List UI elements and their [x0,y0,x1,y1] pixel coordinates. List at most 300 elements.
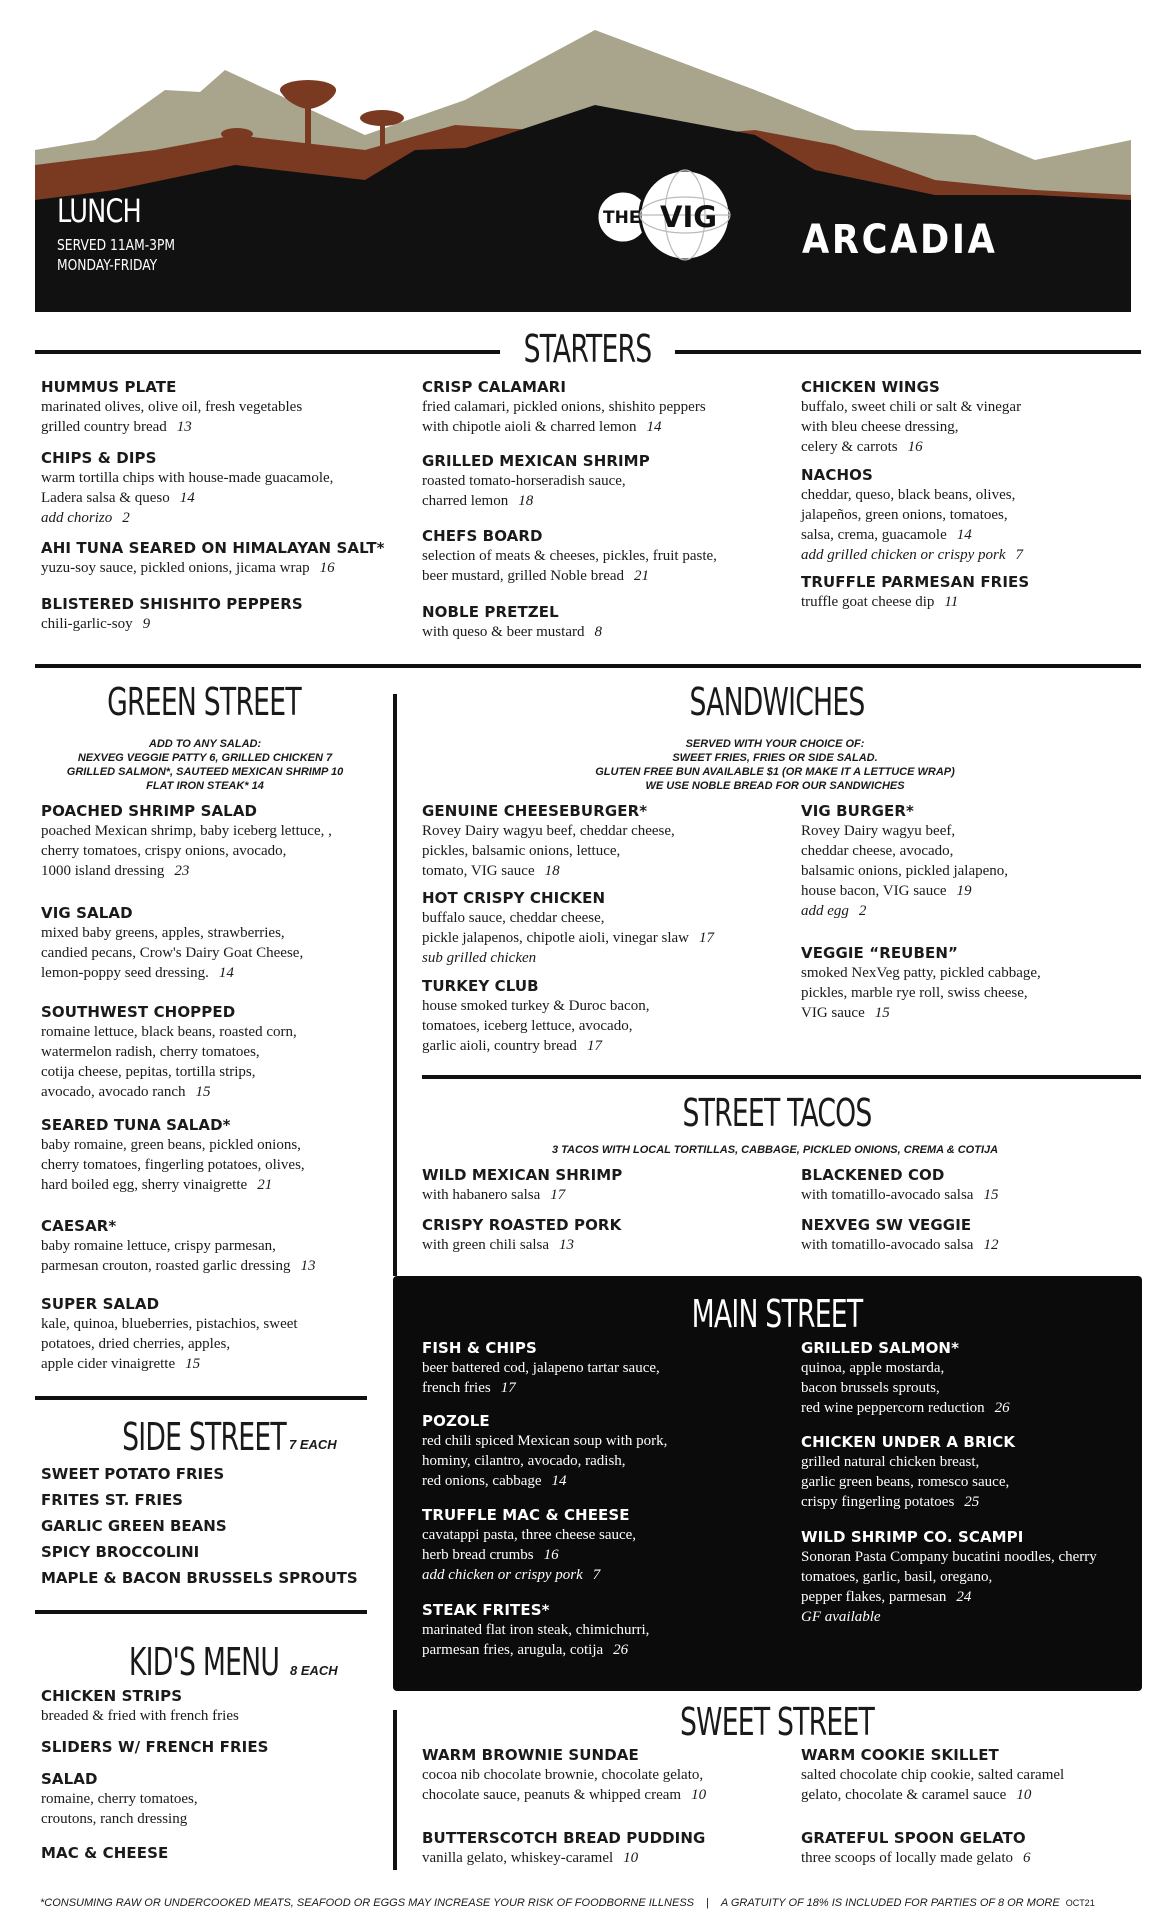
item-description [41,1236,316,1256]
item-addon-text: add chicken or crispy pork [422,1567,583,1583]
item-description-text: candied pecans, Crow's Dairy Goat Cheese, [41,945,304,961]
item-description [422,1545,636,1565]
street-tacos-title: STREET TACOS [682,1091,872,1135]
item-description [422,841,675,861]
item-description-text: Sonoran Pasta Company bucatini noodles, cherry [801,1549,1097,1565]
item-description-text: with habanero salsa [422,1187,541,1203]
menu-item-pozole [422,1412,667,1491]
item-description-text: buffalo, sweet chili or salt & vinegar [801,399,1022,415]
menu-item-fish-chips [422,1339,660,1398]
item-description-text: poached Mexican shrimp, baby iceberg lettuce, , [41,823,332,839]
item-description [41,1334,298,1354]
side-item: FRITES ST. FRIES [41,1491,183,1509]
raw-food-warning: *CONSUMING RAW OR UNDERCOOKED MEATS, SEAFOOD OR EGGS MAY INCREASE YOUR RISK OF FOODBORNE ILLNESS [40,1897,694,1909]
item-description [801,1472,1015,1492]
menu-item-wild-mexican-shrimp [422,1166,622,1205]
item-description [801,1785,1064,1805]
menu-item-vig-burger [801,802,1008,921]
menu-item-grilled-salmon [801,1339,1010,1418]
item-description [422,1431,667,1451]
menu-item-chicken-strips [41,1687,239,1726]
item-addon [801,1607,1097,1627]
item-description [801,1235,998,1255]
item-name: CRISP CALAMARI [422,378,567,396]
item-description [41,417,302,437]
item-description-text: marinated olives, olive oil, fresh vegetables [41,399,303,415]
item-description-text: romaine lettuce, black beans, roasted corn, [41,1024,297,1040]
item-description [41,1042,297,1062]
menu-item-salad [41,1770,198,1829]
item-description [422,1848,705,1868]
note-line: SWEET FRIES, FRIES OR SIDE SALAD. [672,752,878,764]
item-description-text: bacon brussels sprouts, [801,1380,940,1396]
item-description-text: tomatoes, garlic, basil, oregano, [801,1569,993,1585]
item-description [422,1378,660,1398]
item-description-text: kale, quinoa, blueberries, pistachios, sweet [41,1316,298,1332]
menu-item-chips-dips [41,449,333,528]
street-tacos-note: 3 TACOS WITH LOCAL TORTILLAS, CABBAGE, PICKLED ONIONS, CREMA & COTIJA [551,1144,999,1156]
item-description [41,614,303,634]
item-name: GENUINE CHEESEBURGER* [422,802,648,820]
item-price: 21 [257,1177,273,1193]
item-description-text: with chipotle aioli & charred lemon [422,419,637,435]
menu-item-chefs-board [422,527,717,586]
menu-item-vig-salad [41,904,303,983]
menu-item-chicken-wings [801,378,1021,457]
item-description [422,1785,706,1805]
item-description-text: with green chili salsa [422,1237,550,1253]
starters-rule-right [675,350,1141,354]
item-description [422,1185,622,1205]
header-landscape-art [35,30,1131,312]
note-line: WE USE NOBLE BREAD FOR OUR SANDWICHES [645,780,905,792]
item-description-text: romaine, cherry tomatoes, [41,1791,198,1807]
item-description [801,881,1008,901]
item-description-text: red chili spiced Mexican soup with pork, [422,1433,668,1449]
item-name: AHI TUNA SEARED ON HIMALAYAN SALT* [41,539,385,557]
side-street-top-rule [35,1396,367,1400]
item-description [801,437,1021,457]
item-description [41,1082,297,1102]
item-description-text: Rovey Dairy wagyu beef, [801,823,956,839]
item-description [422,1358,660,1378]
item-description-text: avocado, avocado ranch [41,1084,186,1100]
item-description [801,983,1041,1003]
item-name: SUPER SALAD [41,1295,160,1313]
item-description [41,1706,239,1726]
menu-item-steak-frites [422,1601,649,1660]
item-name: HOT CRISPY CHICKEN [422,889,606,907]
item-price: 24 [956,1589,972,1605]
item-description-text: Ladera salsa & queso [41,490,170,506]
starters-bottom-rule [35,664,1141,668]
item-description-text: vanilla gelato, whiskey-caramel [422,1850,614,1866]
item-description [801,963,1041,983]
item-description [422,821,675,841]
item-description-text: beer battered cod, jalapeno tartar sauce, [422,1360,660,1376]
item-description-text: house bacon, VIG sauce [801,883,947,899]
item-name: GRILLED MEXICAN SHRIMP [422,452,650,470]
item-description-text: charred lemon [422,493,509,509]
item-description-text: pepper flakes, parmesan [801,1589,947,1605]
item-price: 25 [964,1494,980,1510]
item-description [41,943,303,963]
note-line: ADD TO ANY SALAD: [148,738,262,750]
item-description [422,566,717,586]
item-description [41,821,332,841]
item-description [41,1155,305,1175]
item-description-text: with bleu cheese dressing, [801,419,959,435]
item-addon [801,901,1008,921]
item-price: 9 [142,616,151,632]
item-name: VEGGIE “REUBEN” [801,944,958,962]
item-description-text: balsamic onions, pickled jalapeno, [801,863,1009,879]
item-description-text: gelato, chocolate & caramel sauce [801,1787,1007,1803]
item-price: 26 [994,1400,1010,1416]
item-name: VIG BURGER* [801,802,914,820]
item-name: CHIPS & DIPS [41,449,157,467]
item-price: 19 [956,883,972,899]
menu-item-hot-crispy-chicken [422,889,714,968]
item-price: 18 [518,493,534,509]
item-price: 14 [218,965,234,981]
item-name: CHICKEN UNDER A BRICK [801,1433,1016,1451]
served-days: MONDAY-FRIDAY [57,256,158,274]
item-description-text: VIG sauce [801,1005,865,1021]
item-addon-text: add egg [801,903,849,919]
item-description [801,1398,1010,1418]
item-price: 16 [907,439,923,455]
item-description [41,397,302,417]
item-description [422,1525,636,1545]
item-addon-text: GF available [801,1609,881,1625]
item-name: BUTTERSCOTCH BREAD PUDDING [422,1829,706,1847]
note-line: NEXVEG VEGGIE PATTY 6, GRILLED CHICKEN 7 [77,752,333,764]
item-description [801,417,1021,437]
item-description [801,1452,1015,1472]
item-description-text: hard boiled egg, sherry vinaigrette [41,1177,248,1193]
item-price: 17 [550,1187,566,1203]
item-description-text: with tomatillo-avocado salsa [801,1187,974,1203]
side-item: SPICY BROCCOLINI [41,1543,200,1561]
sweet-street-title: SWEET STREET [679,1700,875,1744]
item-description [41,1314,298,1334]
item-description [801,1358,1010,1378]
item-description-text: warm tortilla chips with house-made guacamole, [41,470,334,486]
location-name: ARCADIA [802,217,998,263]
item-name: SEARED TUNA SALAD* [41,1116,231,1134]
menu-item-butterscotch-bread-pudding [422,1829,705,1868]
item-description-text: parmesan crouton, roasted garlic dressing [41,1258,291,1274]
item-name: CHEFS BOARD [422,527,543,545]
item-description-text: pickle jalapenos, chipotle aioli, vinegar slaw [422,930,689,946]
menu-item-mac-cheese [41,1844,168,1863]
item-description-text: croutons, ranch dressing [41,1811,188,1827]
item-description-text: baby romaine lettuce, crispy parmesan, [41,1238,276,1254]
item-name: WILD SHRIMP CO. SCAMPI [801,1528,1024,1546]
item-description [801,1185,998,1205]
item-description-text: garlic green beans, romesco sauce, [801,1474,1010,1490]
side-item: SWEET POTATO FRIES [41,1465,225,1483]
item-description [41,963,303,983]
logo-vig-text: VIG [660,200,718,234]
item-description [422,996,649,1016]
footer-separator: | [706,1897,709,1909]
item-description [422,1036,649,1056]
menu-item-crispy-roasted-pork [422,1216,621,1255]
item-description-text: yuzu-soy sauce, pickled onions, jicama wrap [41,560,310,576]
sandwiches-note [480,737,1070,793]
menu-item-warm-cookie-skillet [801,1746,1064,1805]
item-description [801,1567,1097,1587]
menu-item-blackened-cod [801,1166,998,1205]
item-name: CAESAR* [41,1217,117,1235]
item-addon [41,508,333,528]
menu-item-grateful-spoon-gelato [801,1829,1031,1868]
item-description [422,1451,667,1471]
kids-menu-title: KID'S MENU [128,1640,280,1684]
item-description [801,861,1008,881]
item-description [41,468,333,488]
item-description-text: grilled country bread [41,419,167,435]
item-description [41,1022,297,1042]
starters-rule-left [35,350,500,354]
menu-item-hummus-plate [41,378,302,437]
item-description-text: red wine peppercorn reduction [801,1400,985,1416]
item-description-text: apple cider vinaigrette [41,1356,176,1372]
item-description-text: baby romaine, green beans, pickled onions, [41,1137,301,1153]
menu-item-genuine-cheeseburger [422,802,675,881]
item-description [422,1620,649,1640]
item-name: WARM BROWNIE SUNDAE [422,1746,639,1764]
item-description [801,1547,1097,1567]
note-line: GLUTEN FREE BUN AVAILABLE $1 (OR MAKE IT A LETTUCE WRAP) [595,766,955,778]
item-description [41,923,303,943]
side-item: GARLIC GREEN BEANS [41,1517,227,1535]
item-description-text: house smoked turkey & Duroc bacon, [422,998,650,1014]
item-price: 23 [174,863,190,879]
note-line: SERVED WITH YOUR CHOICE OF: [685,738,865,750]
item-description [41,1062,297,1082]
item-price: 10 [623,1850,639,1866]
item-description [801,592,1029,612]
item-price: 10 [1016,1787,1032,1803]
item-description [422,397,706,417]
item-price: 13 [300,1258,316,1274]
menu-item-sliders-w-french-fries [41,1738,269,1757]
item-name: BLACKENED COD [801,1166,945,1184]
menu-item-grilled-mexican-shrimp [422,452,650,511]
item-description-text: salsa, crema, guacamole [801,527,947,543]
item-price: 14 [956,527,972,543]
item-price: 17 [699,930,714,946]
item-description-text: potatoes, dried cherries, apples, [41,1336,231,1352]
menu-item-wild-shrimp-co-scampi [801,1528,1097,1627]
item-name: POZOLE [422,1412,490,1430]
item-description [801,505,1023,525]
main-street-title: MAIN STREET [691,1292,863,1336]
menu-item-truffle-mac-cheese [422,1506,636,1585]
note-line: GRILLED SALMON*, SAUTEED MEXICAN SHRIMP 10 [66,766,344,778]
item-description [801,485,1023,505]
menu-item-veggie-reuben [801,944,1041,1023]
item-description-text: celery & carrots [801,439,898,455]
menu-item-nexveg-sw-veggie [801,1216,998,1255]
item-addon-price: 2 [122,510,130,526]
item-addon [422,948,714,968]
item-description-text: 1000 island dressing [41,863,165,879]
item-description [422,928,714,948]
item-description-text: tomato, VIG sauce [422,863,535,879]
item-description [422,1235,621,1255]
item-description-text: lemon-poppy seed dressing. [41,965,209,981]
item-description-text: buffalo sauce, cheddar cheese, [422,910,605,926]
menu-version-code: OCT21 [1065,1898,1095,1908]
item-price: 16 [543,1547,559,1563]
item-name: POACHED SHRIMP SALAD [41,802,258,820]
item-description-text: mixed baby greens, apples, strawberries, [41,925,285,941]
item-description [41,1175,305,1195]
item-name: NEXVEG SW VEGGIE [801,1216,972,1234]
item-name: CHICKEN WINGS [801,378,940,396]
item-description [422,861,675,881]
item-description-text: marinated flat iron steak, chimichurri, [422,1622,650,1638]
item-name: HUMMUS PLATE [41,378,177,396]
item-price: 14 [646,419,662,435]
item-price: 21 [634,568,650,584]
item-description-text: with queso & beer mustard [422,624,585,640]
starters-title: STARTERS [523,327,652,371]
item-description-text: pickles, marble rye roll, swiss cheese, [801,985,1028,1001]
item-name: MAC & CHEESE [41,1844,169,1862]
menu-item-southwest-chopped [41,1003,297,1102]
item-description [41,1256,316,1276]
item-description-text: cotija cheese, pepitas, tortilla strips, [41,1064,256,1080]
item-description [422,1765,706,1785]
item-description [41,558,385,578]
item-description [41,841,332,861]
item-price: 14 [551,1473,567,1489]
menu-item-ahi-tuna-seared-on-himalayan-salt [41,539,385,578]
item-description [801,1003,1041,1023]
item-description-text: hominy, cilantro, avocado, radish, [422,1453,626,1469]
item-description-text: breaded & fried with french fries [41,1708,239,1724]
item-description [801,821,1008,841]
item-description [801,1492,1015,1512]
item-description [801,1587,1097,1607]
item-description-text: red onions, cabbage [422,1473,542,1489]
item-description-text: Rovey Dairy wagyu beef, cheddar cheese, [422,823,675,839]
menu-item-super-salad [41,1295,298,1374]
menu-item-blistered-shishito-peppers [41,595,303,634]
item-description-text: beer mustard, grilled Noble bread [422,568,625,584]
item-description [41,488,333,508]
item-name: CHICKEN STRIPS [41,1687,183,1705]
item-price: 8 [594,624,602,640]
item-description [41,1809,198,1829]
item-description-text: chocolate sauce, peanuts & whipped cream [422,1787,682,1803]
column-divider-lower [393,1710,397,1870]
item-name: NOBLE PRETZEL [422,603,559,621]
side-item: MAPLE & BACON BRUSSELS SPROUTS [41,1569,358,1587]
column-divider-upper [393,694,397,1276]
item-name: CRISPY ROASTED PORK [422,1216,622,1234]
item-description [422,546,717,566]
item-addon-text: add chorizo [41,510,113,526]
item-description-text: roasted tomato-horseradish sauce, [422,473,626,489]
item-price: 10 [691,1787,707,1803]
menu-item-seared-tuna-salad [41,1116,305,1195]
item-addon-price: 7 [1015,547,1024,563]
item-description-text: three scoops of locally made gelato [801,1850,1014,1866]
item-description [422,622,602,642]
item-price: 15 [874,1005,890,1021]
item-price: 16 [319,560,335,576]
item-description-text: selection of meats & cheeses, pickles, fruit paste, [422,548,717,564]
item-name: NACHOS [801,466,873,484]
item-name: GRILLED SALMON* [801,1339,960,1357]
item-description [801,397,1021,417]
item-name: TURKEY CLUB [422,977,539,995]
item-name: STEAK FRITES* [422,1601,550,1619]
gratuity-note: A GRATUITY OF 18% IS INCLUDED FOR PARTIES OF 8 OR MORE [720,1897,1060,1909]
menu-item-truffle-parmesan-fries [801,573,1029,612]
side-street-price-note: 7 EACH [289,1437,337,1452]
footer-disclaimer [40,1897,1140,1909]
item-description [422,417,706,437]
item-addon-text: add grilled chicken or crispy pork [801,547,1006,563]
item-price: 26 [613,1642,629,1658]
item-description [41,1789,198,1809]
item-description [422,1471,667,1491]
item-description-text: grilled natural chicken breast, [801,1454,980,1470]
item-description [422,1016,649,1036]
item-description [41,1135,305,1155]
kids-menu-price-note: 8 EACH [290,1663,338,1678]
item-price: 17 [586,1038,602,1054]
item-price: 6 [1023,1850,1031,1866]
item-name: VIG SALAD [41,904,133,922]
item-name: FISH & CHIPS [422,1339,537,1357]
item-price: 18 [544,863,560,879]
item-addon [422,1565,636,1585]
item-description [422,908,714,928]
item-description [801,525,1023,545]
item-description [422,491,650,511]
note-line: FLAT IRON STEAK* 14 [146,780,264,792]
item-name: GRATEFUL SPOON GELATO [801,1829,1026,1847]
logo-the-text: THE [603,208,641,228]
item-price: 15 [185,1356,201,1372]
menu-item-nachos [801,466,1023,565]
item-description-text: crispy fingerling potatoes [801,1494,955,1510]
item-description [422,1640,649,1660]
menu-item-poached-shrimp-salad [41,802,332,881]
item-description-text: french fries [422,1380,491,1396]
kids-top-rule [35,1610,367,1614]
item-description-text: salted chocolate chip cookie, salted caramel [801,1767,1065,1783]
item-description-text: parmesan fries, arugula, cotija [422,1642,604,1658]
item-description [422,471,650,491]
item-description [801,1848,1031,1868]
green-street-title: GREEN STREET [107,680,301,724]
green-street-add-note [40,737,370,793]
item-description-text: smoked NexVeg patty, pickled cabbage, [801,965,1041,981]
item-description-text: jalapeños, green onions, tomatoes, [801,507,1008,523]
item-description-text: quinoa, apple mostarda, [801,1360,945,1376]
item-name: SALAD [41,1770,98,1788]
menu-item-warm-brownie-sundae [422,1746,706,1805]
